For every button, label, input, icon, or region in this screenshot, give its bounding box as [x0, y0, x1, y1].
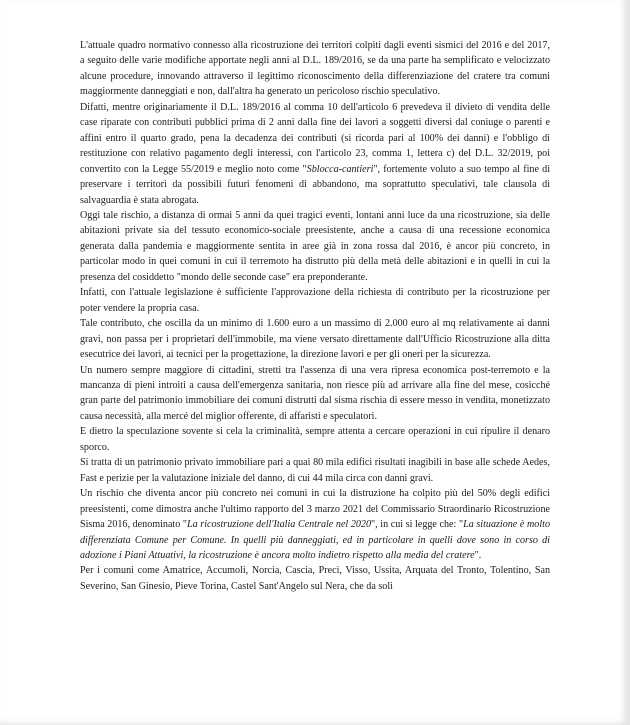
- paragraph: Tale contributo, che oscilla da un minimo di 1.600 euro a un massimo di 2.000 euro al mq relativamente ai danni gravi, non passa per i proprietari dell'immobile, ma viene versato direttamente dall'Ufficio Ricostruzione alla ditta esecutrice dei lavori, ai tecnici per la progettazione, la direzione lavori e per gli oneri per la sicurezza.: [80, 318, 550, 361]
- paragraph: L'attuale quadro normativo connesso alla ricostruzione dei territori colpiti dagli eventi sismici del 2016 e del 2017, a seguito delle varie modifiche apportate negli anni al D.L. 189/2016, se da una parte ha semplificato e velocizzato alcune procedure, innovando attraverso il legittimo riconoscimento della differenziazione del cratere tra comuni maggiormente danneggiati e non, dall'altra ha generato un pericoloso rischio speculativo.: [80, 40, 550, 98]
- italic-term: Sblocca-cantieri: [306, 163, 374, 175]
- report-title: La ricostruzione dell'Italia Centrale nel 2020: [187, 519, 372, 531]
- paragraph: [80, 100, 550, 208]
- paragraph: [80, 486, 550, 563]
- paragraph: Si tratta di un patrimonio privato immobiliare pari a quai 80 mila edifici risultati inagibili in base alle schede Aedes, Fast e perizie per la valutazione iniziale del danno, di cui 44 mila circa con danni gravi.: [80, 457, 550, 484]
- report-quote: La situazione è molto differenziata Comune per Comune. In quelli più danneggiati, ed in particolare in quelli dove sono in corso di adozione i Piani Attuativi, la ricostruzione è ancora molto indietro rispetto alla media del cratere: [80, 519, 550, 561]
- paragraph-text: ", fortemente voluto a suo tempo al fine di preservare i territori da possibili futuri fenomeni di abbandono, ma soprattutto speculativi, tale clausola di salvaguardia è stata abrogata.: [80, 163, 551, 206]
- page-edge-shadow: [620, 0, 630, 725]
- paragraph: Oggi tale rischio, a distanza di ormai 5 anni da quei tragici eventi, lontani anni luce da una ricostruzione, sia delle abitazioni private sia del tessuto economico-sociale preesistente, anche a causa di una recessione economica generata dalla pandemia e maggiormente sentita in aree già in zona rossa dal 2016, è ancor più concreto, in particolar modo in quei comuni in cui il terremoto ha distrutto più della metà delle abitazioni e in quelli in cui la presenza del cosiddetto "mondo delle seconde case" era preponderante.: [80, 209, 550, 283]
- paragraph: Infatti, con l'attuale legislazione è sufficiente l'approvazione della richiesta di contributo per la ricostruzione per poter vendere la propria casa.: [80, 287, 550, 314]
- paragraph-text: Difatti, mentre originariamente il D.L. 189/2016 al comma 10 dell'articolo 6 prevedeva il divieto di vendita delle case riparate con contributi pubblici prima di 2 anni dalla fine dei lavori a soggetti diversi dal coniuge o parenti e affini entro il quarto grado, pena la decadenza dei contributi (si ricorda pari al 100% dei danni) e l'obbligo di restituzione con relativo pagamento degli interessi, con l'articolo 23, comma 1, lettera c) del D.L. 32/2019, poi convertito con la Legge 55/2019 e meglio noto come ": [80, 101, 550, 175]
- paragraph: E dietro la speculazione sovente si cela la criminalità, sempre attenta a cercare operazioni in cui ripulire il denaro sporco.: [80, 426, 550, 453]
- paragraph: Per i comuni come Amatrice, Accumoli, Norcia, Cascia, Preci, Visso, Ussita, Arquata del Tronto, Tolentino, San Severino, San Ginesio, Pieve Torina, Castel Sant'Angelo sul Nera, che da soli: [80, 565, 550, 592]
- document-body: [80, 38, 550, 594]
- paragraph-text: ", in cui si legge che: ": [371, 519, 464, 531]
- paragraph-text: ".: [474, 549, 482, 561]
- paragraph-text: Un rischio che diventa ancor più concreto nei comuni in cui la distruzione ha colpito più del 50% degli edifici preesistenti, come dimostra anche l'ultimo rapporto del 3 marzo 2021 del Commissario Straordinario Ricostruzione Sisma 2016, denominato ": [80, 488, 550, 531]
- paragraph: Un numero sempre maggiore di cittadini, stretti tra l'assenza di una vera ripresa economica post-terremoto e la mancanza di pieni introiti a causa dell'emergenza sanitaria, non riesce più ad arrivare alla fine del mese, cosicché gran parte del patrimonio immobiliare dei comuni distrutti dal sisma rischia di essere messo in vendita, monetizzato causa necessità, alla mercé del miglior offerente, di affaristi e speculatori.: [80, 364, 550, 422]
